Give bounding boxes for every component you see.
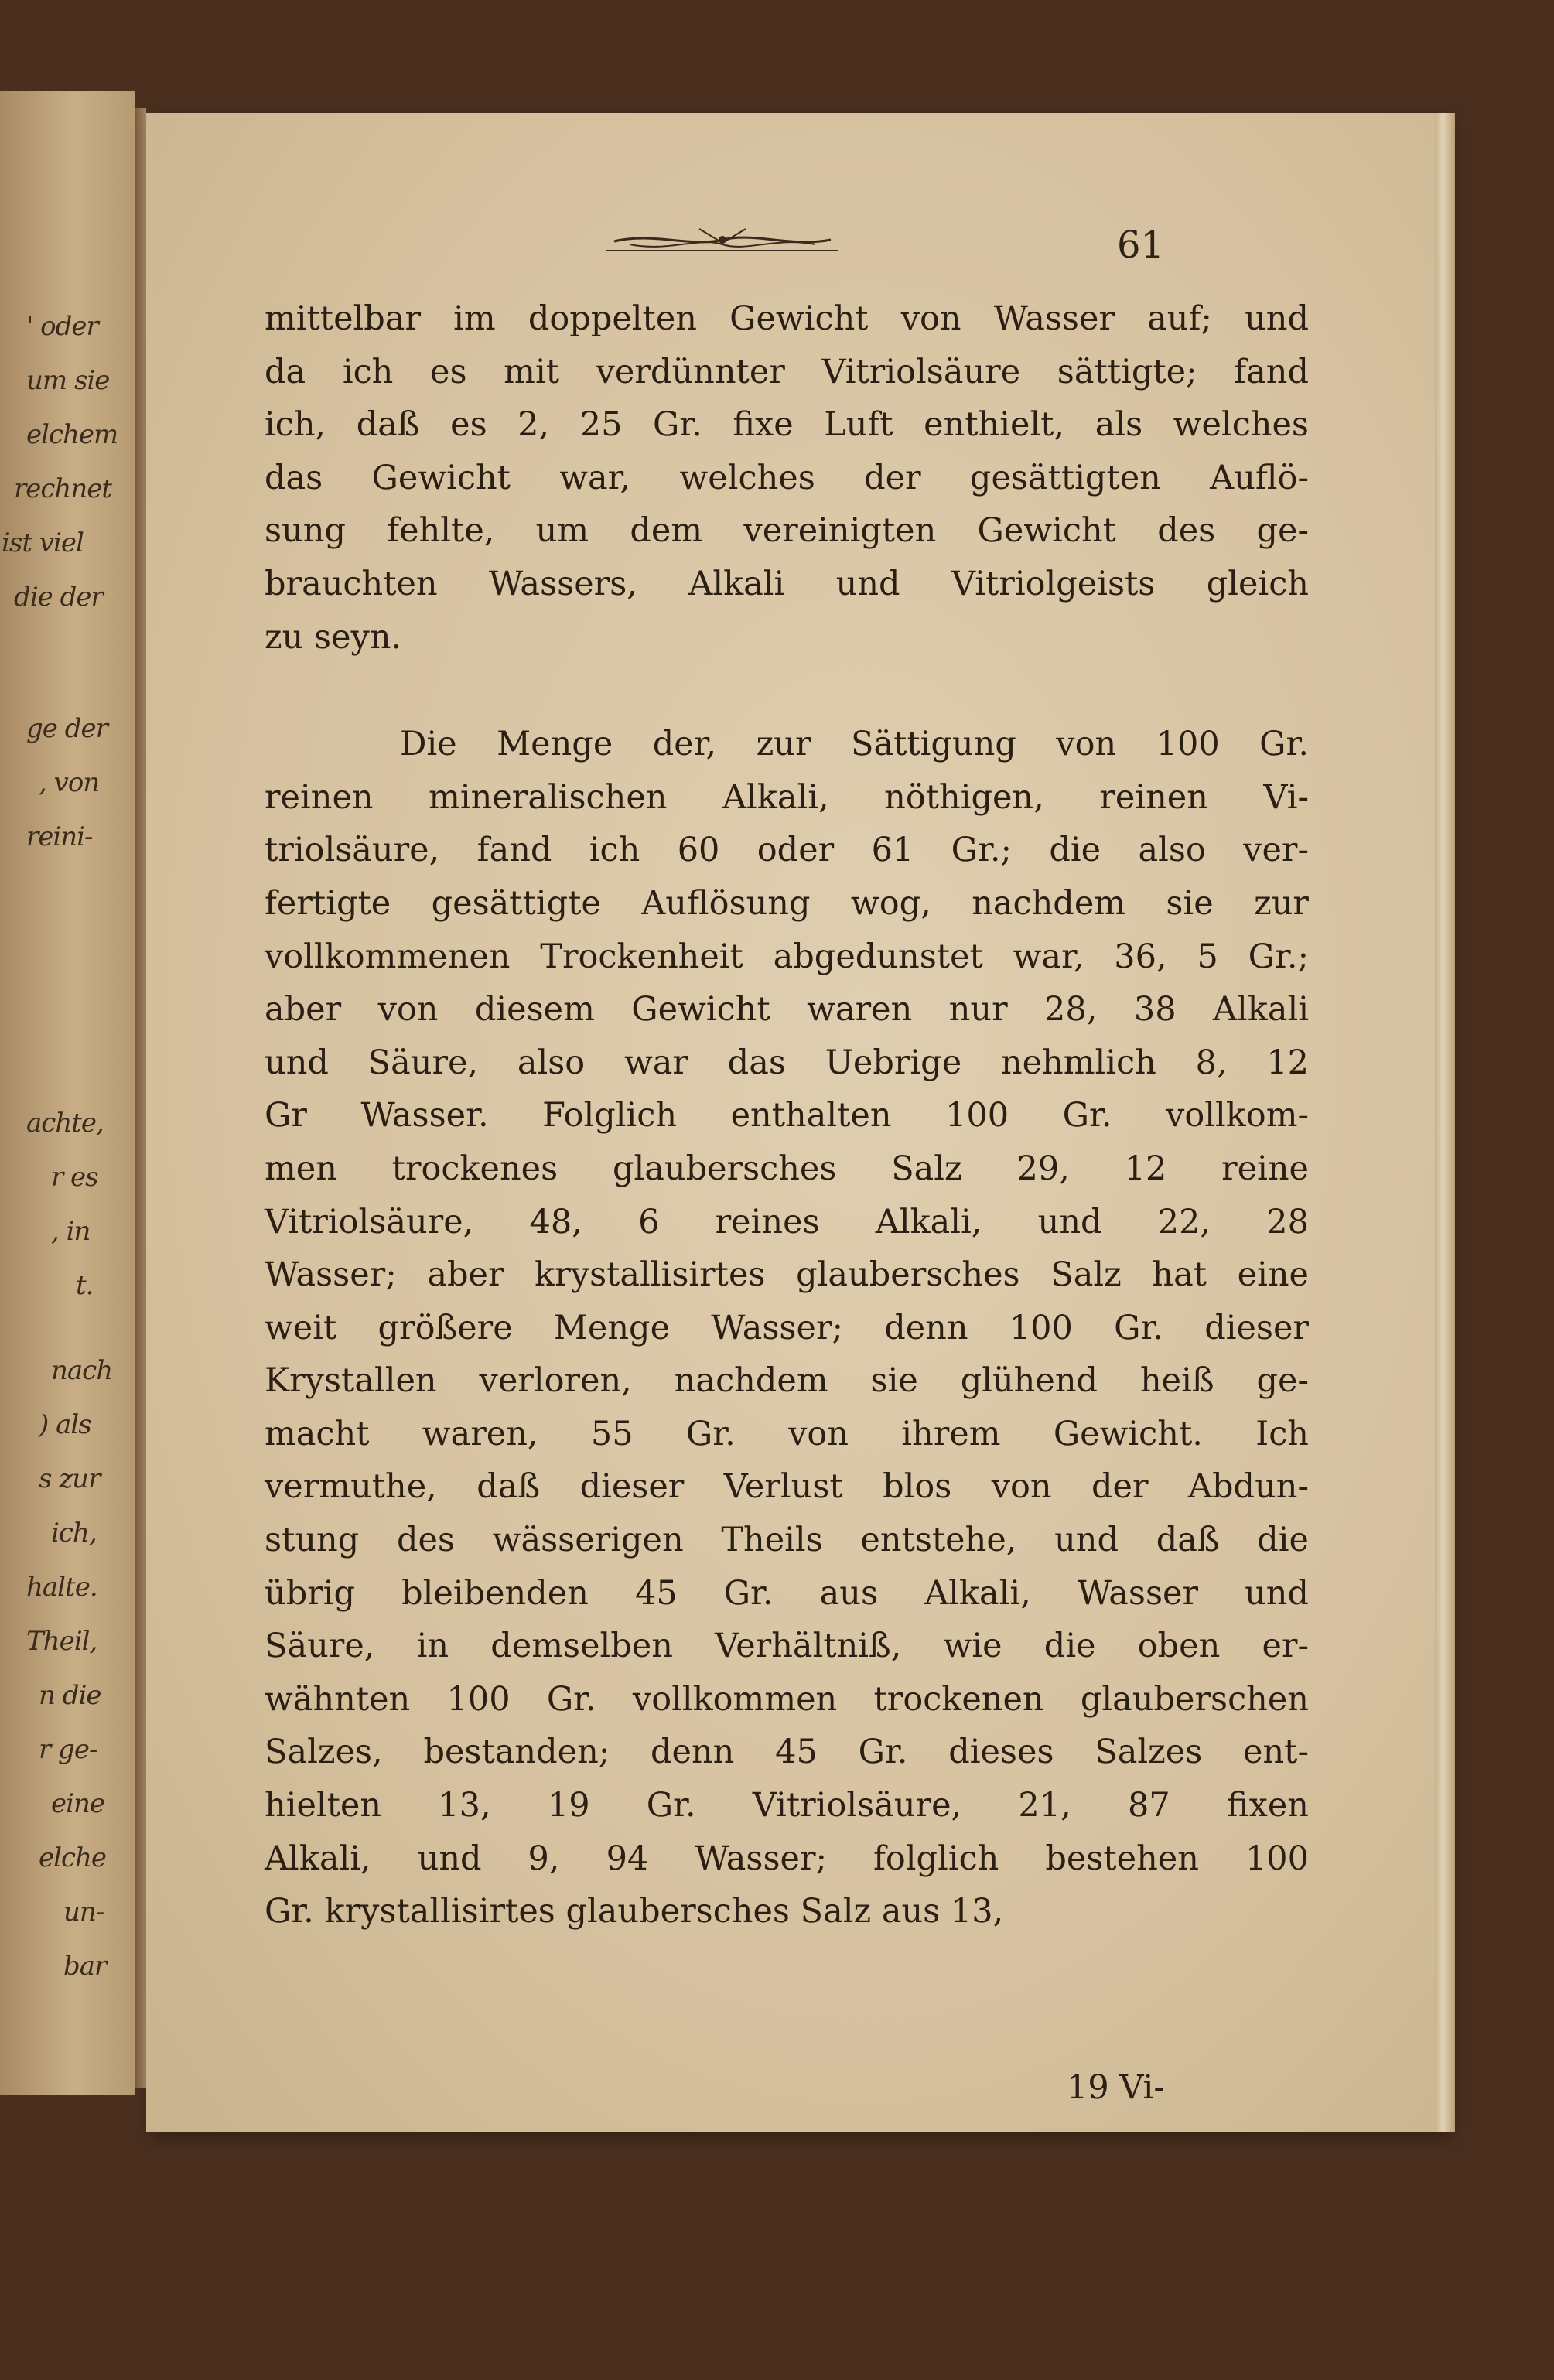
left-page-line: t. [76,1270,94,1301]
text-line: übrig bleibenden 45 Gr. aus Alkali, Wasser und [265,1573,1309,1613]
text-line: aber von diesem Gewicht waren nur 28, 38 Alkali [265,990,1309,1030]
text-line: brauchten Wassers, Alkali und Vitriolgeists gleich [265,564,1309,603]
text-line: triolsäure, fand ich 60 oder 61 Gr.; die also ver- [265,831,1309,870]
left-page-line: die der [14,582,103,613]
text-line: mittelbar im doppelten Gewicht von Wasser auf; und [265,299,1309,338]
text-line: Gr. krystallisirtes glaubersches Salz aus 13, [265,1892,1004,1931]
text-line: ich, daß es 2, 25 Gr. fixe Luft enthielt, als welches [265,405,1309,445]
left-page-line: nach [51,1355,113,1386]
text-line: Vitriolsäure, 48, 6 reines Alkali, und 22, 28 [265,1202,1309,1241]
left-page-line: s zur [39,1463,101,1494]
text-line: stung des wässerigen Theils entstehe, und daß die [265,1521,1309,1560]
left-page-line: halte. [26,1572,97,1603]
left-page-line: un- [63,1897,104,1928]
text-line: wähnten 100 Gr. vollkommen trockenen glauberschen [265,1679,1309,1719]
page-number: 61 [1117,224,1165,267]
text-line: vollkommenen Trockenheit abgedunstet war, 36, 5 Gr.; [265,937,1309,976]
left-page-fragment [0,91,135,2095]
left-page-line: ist viel [2,528,84,558]
text-line: Krystallen verloren, nachdem sie glühend heiß ge- [265,1361,1309,1401]
left-page-line: r ge- [39,1734,97,1765]
left-page-line: ge der [26,713,108,744]
text-line: fertigte gesättigte Auflösung wog, nachdem sie zur [265,883,1309,923]
left-page-line: elche [39,1842,107,1873]
text-line: vermuthe, daß dieser Verlust blos von der Abdun- [265,1467,1309,1507]
text-line: Gr Wasser. Folglich enthalten 100 Gr. vollkom- [265,1096,1309,1135]
left-page-line: ich, [51,1518,97,1549]
text-line: Salzes, bestanden; denn 45 Gr. dieses Salzes ent- [265,1733,1309,1772]
book-gutter [135,108,146,2088]
left-page-line: rechnet [14,473,111,504]
text-line: Wasser; aber krystallisirtes glaubersches Salz hat eine [265,1255,1309,1295]
page-edge [1435,113,1455,2132]
left-page-line: ' oder [26,311,98,342]
text-line: sung fehlte, um dem vereinigten Gewicht des ge- [265,511,1309,551]
left-page-line: elchem [26,419,118,450]
text-line: hielten 13, 19 Gr. Vitriolsäure, 21, 87 fixen [265,1786,1309,1825]
text-line: da ich es mit verdünnter Vitriolsäure sättigte; fand [265,352,1309,391]
left-page-line: bar [63,1951,107,1982]
text-line: Säure, in demselben Verhältniß, wie die oben er- [265,1627,1309,1666]
catchword: 19 Vi- [1067,2068,1165,2107]
text-line: zu seyn. [265,617,402,657]
text-line: weit größere Menge Wasser; denn 100 Gr. dieser [265,1308,1309,1347]
text-line: reinen mineralischen Alkali, nöthigen, reinen Vi- [265,777,1309,817]
left-page-line: ) als [39,1409,91,1440]
left-page-line: , in [51,1216,91,1247]
header-ornament [606,221,838,258]
left-page-line: Theil, [26,1626,97,1657]
text-line: und Säure, also war das Uebrige nehmlich 8, 12 [265,1043,1309,1082]
left-page-line: n die [39,1680,101,1711]
paragraph-2 [265,718,1309,1938]
left-page-line: r es [51,1162,98,1193]
left-page-line: , von [39,767,100,798]
left-page-line: achte, [26,1108,104,1139]
text-line: das Gewicht war, welches der gesättigten Auflö- [265,458,1309,497]
paragraph-1 [265,292,1309,664]
text-line: men trockenes glaubersches Salz 29, 12 reine [265,1149,1309,1188]
left-page-line: um sie [26,365,110,396]
left-page-line: eine [51,1788,105,1819]
book-page [146,113,1446,2132]
text-line: macht waren, 55 Gr. von ihrem Gewicht. Ich [265,1414,1309,1453]
left-page-line: reini- [26,821,93,852]
body-text [265,292,1309,1938]
text-line: Die Menge der, zur Sättigung von 100 Gr. [400,725,1309,764]
text-line: Alkali, und 9, 94 Wasser; folglich bestehen 100 [265,1839,1309,1878]
